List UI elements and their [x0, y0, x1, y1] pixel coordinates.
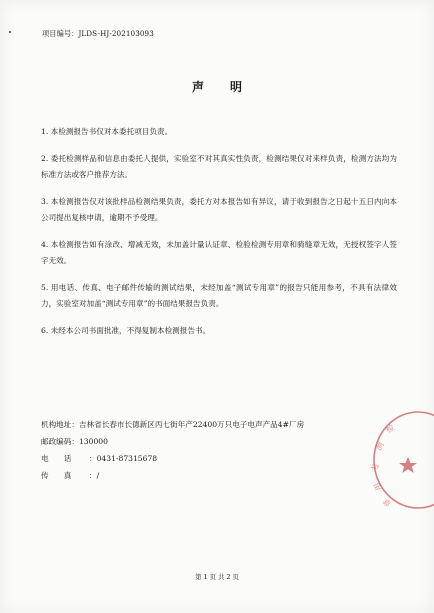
- statement-item-2: 2. 委托检测样品和信息由委托人提供，实验室不对其真实性负责，检测结果仅对来样负责，检测方法均为标准方法或客户推荐方法。: [41, 154, 397, 179]
- seal-stamp: [368, 405, 434, 515]
- project-number: 项目编号：JLDS-HJ-202103093: [42, 29, 154, 38]
- statement-item-3: 3. 本检测报告仅对该批样品检测结果负责，委托方对本报告如有异议，请于收到报告之日起十五日内向本公司提出复核申请，逾期不予受理。: [41, 197, 397, 222]
- phone-label: 电 话: [41, 454, 72, 463]
- statement-list: [41, 124, 397, 350]
- statement-item-4: 4. 本检测报告如有涂改、增减无效，未加盖计量认证章、检验检测专用章和骑缝章无效，无授权签字人签字无效。: [41, 240, 397, 265]
- svg-text:专: 专: [371, 463, 380, 471]
- statement-item-5: 5. 用电话、传真、电子邮件传输的测试结果，未经加盖“测试专用章”的报告只能用参考，不具有法律效力，实验室对加盖“测试专用章”的书面结果报告负责。: [41, 283, 397, 308]
- phone-value: ：0431-87315678: [89, 454, 158, 463]
- contact-block: [41, 416, 401, 484]
- title-char-1: 声: [191, 80, 204, 94]
- page-title: [0, 78, 434, 95]
- fax-label: 传 真: [41, 471, 72, 480]
- postcode-label: 邮政编码：: [41, 437, 79, 446]
- fax-row: [41, 467, 401, 484]
- title-char-2: 明: [230, 80, 243, 94]
- statement-item-6: 6. 未经本公司书面批准，不得复制本检测报告书。: [41, 326, 211, 335]
- svg-text:检: 检: [384, 422, 396, 435]
- address-value: 吉林省长春市长德新区丙七街年产22400万只电子电声产品4#厂房: [78, 420, 305, 429]
- svg-text:用: 用: [372, 480, 384, 492]
- fax-value: ：/: [89, 471, 100, 480]
- scan-speck: [9, 31, 11, 33]
- statement-item-1: 1. 本检测报告书仅对本委托项目负责。: [41, 127, 173, 136]
- postcode-row: [41, 433, 401, 450]
- address-label: 机构地址：: [41, 420, 79, 429]
- svg-text:章: 章: [381, 496, 394, 509]
- postcode-value: 130000: [78, 437, 108, 446]
- phone-row: [41, 450, 401, 467]
- svg-text:测: 测: [373, 440, 386, 452]
- page-number: 第 1 页 共 2 页: [195, 573, 239, 581]
- address-row: [41, 416, 401, 433]
